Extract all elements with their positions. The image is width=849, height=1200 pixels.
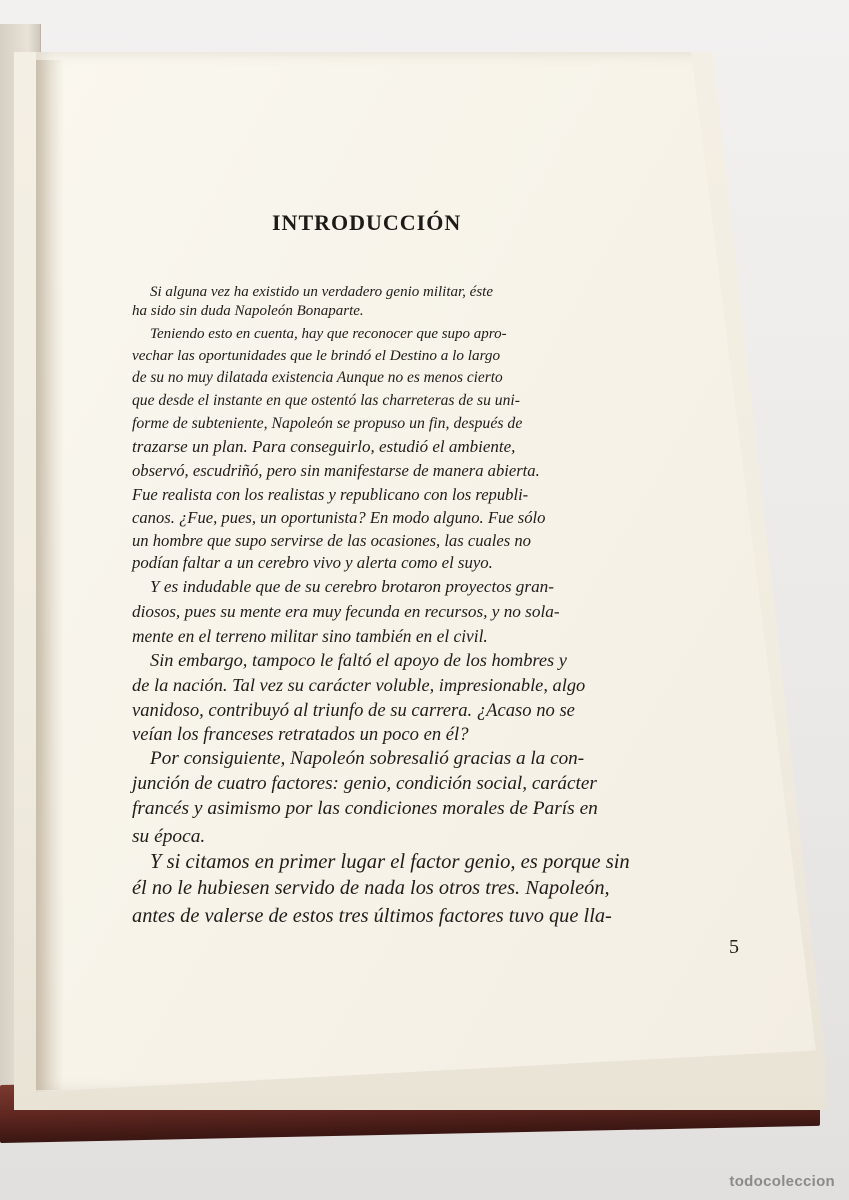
text-line: Y si citamos en primer lugar el factor genio, es porque sin — [150, 851, 630, 873]
text-line: vechar las oportunidades que le brindó el Destino a lo largo — [132, 347, 501, 364]
text-line: Teniendo esto en cuenta, hay que reconocer que supo apro- — [150, 326, 507, 342]
text-line: canos. ¿Fue, pues, un oportunista? En modo alguno. Fue sólo — [132, 508, 546, 527]
text-line: junción de cuatro factores: genio, condición social, carácter — [132, 773, 597, 794]
chapter-heading: INTRODUCCIÓN — [272, 210, 462, 235]
text-line: de su no muy dilatada existencia Aunque no es menos cierto — [132, 369, 503, 386]
text-line: forme de subteniente, Napoleón se propuso un fin, después de — [132, 415, 523, 432]
text-line: de la nación. Tal vez su carácter voluble, impresionable, algo — [132, 675, 586, 695]
text-line: francés y asimismo por las condiciones morales de París en — [132, 798, 598, 819]
text-line: Sin embargo, tampoco le faltó el apoyo de los hombres y — [150, 650, 567, 670]
text-line: él no le hubiesen servido de nada los otros tres. Napoleón, — [132, 877, 610, 899]
text-line: que desde el instante en que ostentó las charreteras de su uni- — [132, 392, 520, 409]
text-line: Por consiguiente, Napoleón sobresalió gracias a la con- — [150, 748, 585, 769]
text-line: Y es indudable que de su cerebro brotaron proyectos gran- — [150, 577, 555, 596]
text-line: veían los franceses retratados un poco en él? — [132, 724, 469, 745]
text-line: un hombre que supo servirse de las ocasiones, las cuales no — [132, 531, 531, 550]
text-line: Si alguna vez ha existido un verdadero genio militar, éste — [150, 284, 494, 300]
text-line: trazarse un plan. Para conseguirlo, estudió el ambiente, — [132, 437, 516, 456]
watermark: todocoleccion — [729, 1173, 835, 1190]
text-line: podían faltar a un cerebro vivo y alerta como el suyo. — [132, 553, 493, 572]
text-line: su época. — [132, 826, 206, 847]
text-line: vanidoso, contribuyó al triunfo de su carrera. ¿Acaso no se — [132, 700, 575, 721]
text-line: observó, escudriñó, pero sin manifestarse de manera abierta. — [132, 461, 540, 480]
text-line: ha sido sin duda Napoleón Bonaparte. — [132, 303, 364, 319]
page-number: 5 — [729, 936, 739, 958]
text-line: mente en el terreno militar sino también en el civil. — [132, 626, 488, 646]
text-line: diosos, pues su mente era muy fecunda en recursos, y no sola- — [132, 602, 560, 621]
text-line: antes de valerse de estos tres últimos factores tuvo que lla- — [132, 905, 612, 927]
text-line: Fue realista con los realistas y republicano con los republi- — [132, 485, 529, 504]
